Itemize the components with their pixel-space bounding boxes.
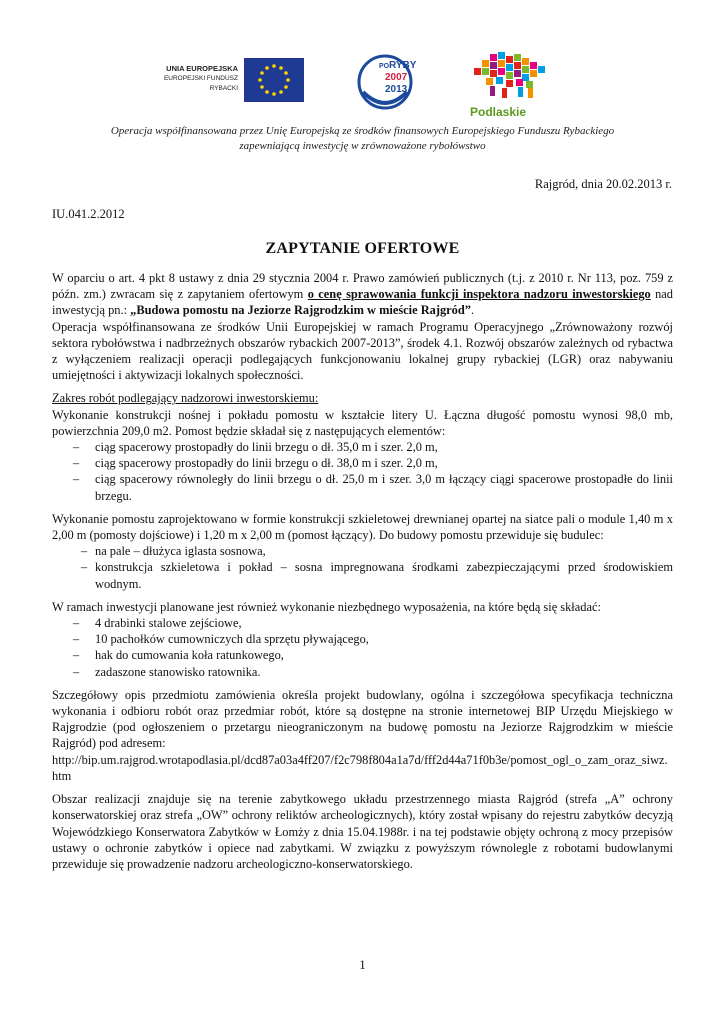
scope-heading xyxy=(52,390,673,406)
ryby-years-1: 2007 xyxy=(385,72,408,83)
paragraph-heritage: Obszar realizacji znajduje się na terenie zabytkowego układu przestrzennego miasta Rajgród (strefa „A” ochrony konserwatorskiej oraz strefa „OW” ochrony reliktów archeologicznych), który został wpisany do rejestru zabytków decyzją Wojewódzkiego Konserwatora Zabytków w Łomży z dnia 15.04.1988r. i na tej podstawie objęty ochroną z mocy przepisów ustawy o ochronie zabytków i opiece nad zabytkami. W związku z powyższym równolegle z robotami budowlanymi przewiduje się prowadzenie nadzoru archeologiczno-konserwatorskiego. xyxy=(52,792,673,871)
eu-fund-text xyxy=(148,64,238,94)
paragraph-scope: Wykonanie konstrukcji nośnej i pokładu pomostu w kształcie litery U. Łączna długość pomostu wynosi 98,0 mb, powierzchnia 209,0 m2. Pomost będzie składał się z następujących elementów: xyxy=(52,407,673,438)
list-pier-elements xyxy=(52,439,673,504)
investment-name: „Budowa pomostu na Jeziorze Rajgrodzkim w mieście Rajgród” xyxy=(130,303,471,318)
cofinancing-line2: zapewniającą inwestycję w zrównoważone rybołówstwo xyxy=(239,140,486,152)
eu-fund-logo xyxy=(148,56,308,114)
eu-line2: EUROPEJSKI FUNDUSZ xyxy=(163,75,238,82)
place-date: Rajgród, dnia 20.02.2013 r. xyxy=(534,177,672,191)
cofinancing-line1: Operacja współfinansowana przez Unię Europejską ze środków finansowych Europejskiego Funduszu Rybackiego xyxy=(110,125,615,137)
list-item-text: ciąg spacerowy prostopadły do linii brzegu o dł. 35,0 m i szer. 2,0 m, xyxy=(95,440,438,455)
list-item-text: konstrukcja szkieletowa i pokład – sosna impregnowana środkami zabezpieczającymi przed środowiskiem wodnym. xyxy=(95,560,673,591)
paragraph-equipment: W ramach inwestycji planowane jest również wykonanie niezbędnego wyposażenia, na które będą się składać: xyxy=(52,599,601,614)
ryby-name: RYBY xyxy=(389,60,417,71)
list-materials xyxy=(52,543,673,592)
paragraph-construction: Wykonanie pomostu zaprojektowano w formie konstrukcji szkieletowej drewnianej opartej na siatce pali o module 1,40 m x 2,00 m (pomosty dojściowe) i 1,20 m x 2,00 m (pomost łączący). Do budowy pomostu przewiduje się budulec: xyxy=(52,511,673,543)
paragraph-legal-basis xyxy=(52,270,673,319)
podlaskie-text: Podlaskie xyxy=(470,105,527,119)
dash-marker: – xyxy=(73,472,80,487)
eu-line3: RYBACKI xyxy=(209,85,238,92)
list-item-text: na pale – dłużyca iglasta sosnowa, xyxy=(95,544,266,559)
legal-basis-text-a: W oparciu o art. 4 pkt 8 ustawy z dnia 29 stycznia 2004 r. Prawo zamówień publicznych (t.j. z 2010 r. Nr 113, poz. 759 z późn. zm.) zwracam się z zapytaniem ofertowym xyxy=(52,271,673,302)
dash-marker: – xyxy=(81,560,88,575)
list-item xyxy=(52,647,673,663)
list-item xyxy=(52,664,673,680)
legal-basis-text-b: nad inwestycją pn.: xyxy=(52,287,673,318)
list-equipment xyxy=(52,615,673,680)
bip-url-link[interactable]: http://bip.um.rajgrod.wrotapodlasia.pl/dcd87a03a4ff207/f2c798f804a1a7d/fff2d44a71f0b3e/pomost_ogl_o_zam_oraz_siwz.htm xyxy=(52,752,668,783)
dash-marker: – xyxy=(81,544,88,559)
podlaskie-logo xyxy=(466,50,560,122)
po-ryby-logo xyxy=(355,52,425,118)
list-item-text: hak do cumowania koła ratunkowego, xyxy=(95,648,284,663)
dash-marker: – xyxy=(73,632,80,647)
eu-flag-icon xyxy=(244,58,304,102)
document-body xyxy=(52,270,673,872)
ryby-po: PO xyxy=(379,63,390,70)
list-item xyxy=(52,631,673,647)
list-item-text: ciąg spacerowy równoległy do linii brzegu o dł. 25,0 m i szer. 3,0 m łączący ciągi spacerowe prostopadłe do linii brzegu. xyxy=(95,472,673,503)
list-item-text: 4 drabinki stalowe zejściowe, xyxy=(95,616,242,631)
podlaskie-mosaic-icon xyxy=(466,50,560,122)
legal-basis-subject: o cenę sprawowania funkcji inspektora nadzoru inwestorskiego xyxy=(307,287,651,302)
scope-heading-text: Zakres robót podlegający nadzorowi inwestorskiemu: xyxy=(52,391,319,406)
list-item xyxy=(52,559,673,591)
dash-marker: – xyxy=(73,616,80,631)
dash-marker: – xyxy=(73,440,80,455)
ryby-years-2: 2013 xyxy=(385,84,408,95)
header-logos xyxy=(0,50,725,122)
dash-marker: – xyxy=(73,664,80,679)
dash-marker: – xyxy=(73,648,80,663)
list-item xyxy=(52,471,673,503)
list-item xyxy=(52,455,673,471)
list-item-text: ciąg spacerowy prostopadły do linii brzegu o dł. 38,0 m i szer. 2,0 m, xyxy=(95,456,438,471)
eu-line1: UNIA EUROPEJSKA xyxy=(166,64,238,73)
list-item-text: 10 pachołków cumowniczych dla sprzętu pływającego, xyxy=(95,632,369,647)
dash-marker: – xyxy=(73,456,80,471)
page-number: 1 xyxy=(359,958,366,972)
page-title: ZAPYTANIE OFERTOWE xyxy=(265,240,460,257)
list-item xyxy=(52,615,673,631)
legal-basis-text-c: . xyxy=(470,303,475,318)
reference-number: IU.041.2.2012 xyxy=(52,207,125,221)
paragraph-cofinancing: Operacja współfinansowana ze środków Unii Europejskiej w ramach Programu Operacyjnego „Zrównoważony rozwój sektora rybołówstwa i nadbrzeżnych obszarów rybackich 2007-2013”, środek 4.1. Rozwój obszarów zależnych od rybactwa z wyłączeniem realizacji operacji podlegających funkcjonowaniu lokalnej grupy rybackiej (LGR) oraz nabywaniu umiejętności i aktywizacji lokalnych społeczności. xyxy=(52,319,673,383)
paragraph-specification: Szczegółowy opis przedmiotu zamówienia określa projekt budowlany, ogólna i szczegółowa specyfikacja techniczna wykonania i odbioru robót oraz przedmiar robót, które są dostępne na stronie internetowej BIP Urzędu Miejskiego w Rajgrodzie (pod ogłoszeniem o przetargu nieograniczonym na budowę pomostu na Jeziorze Rajgrodzkim w mieście Rajgród) pod adresem: xyxy=(52,687,673,751)
list-item xyxy=(52,439,673,455)
list-item xyxy=(52,543,673,559)
cofinancing-note xyxy=(80,124,645,154)
list-item-text: zadaszone stanowisko ratownika. xyxy=(95,664,261,679)
